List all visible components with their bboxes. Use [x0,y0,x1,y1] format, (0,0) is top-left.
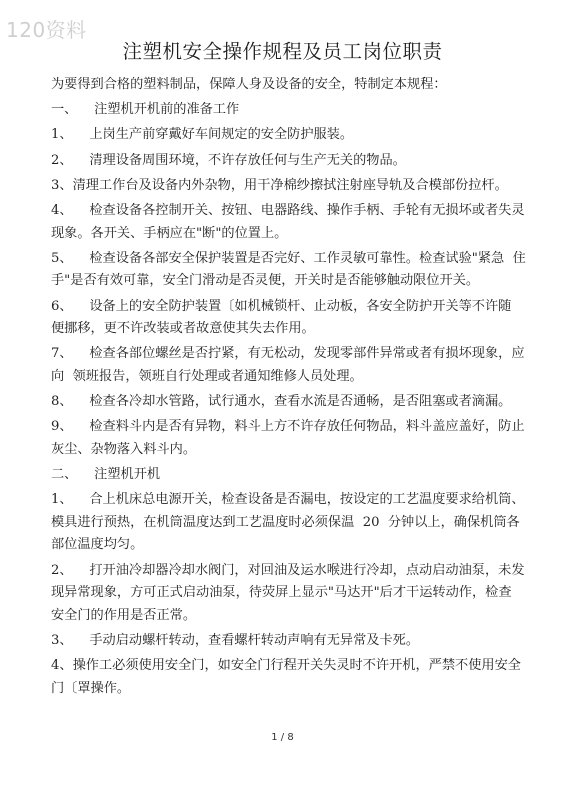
list-item: 2、 打开油冷却器冷却水阀门，对回油及运水喉进行冷却，点动启动油泵，未发 现异常现象，方可正式启动油泵，待荧屏上显示"马达开"后才干运转动作，检查 安全门的作用是否正常。 [51,562,533,623]
list-item: 1、 合上机床总电源开关，检查设备是否漏电，按设定的工艺温度要求给机筒、模具进行预热，在机筒温度达到工艺温度时必须保温 20 分钟以上，确保机筒各 部位温度均匀。 [51,492,529,553]
document-body [51,74,533,703]
document-title: 注塑机安全操作规程及员工岗位职责 [122,40,443,63]
watermark: 120资料 [6,18,87,42]
list-item: 2、 清理设备周围环境，不许存放任何与生产无关的物品。 [51,152,406,168]
list-item: 9、 检查料斗内是否有异物，料斗上方不许存放任何物品，料斗盖应盖好，防止 灰尘、杂物落入料斗内。 [51,419,533,457]
list-item: 8、 检查各冷却水管路，试行通水，查看水流是否通畅，是否阻塞或者滴漏。 [51,394,512,410]
list-item: 3、清理工作台及设备内外杂物，用干净棉纱擦拭注射座导轨及合模部份拉杆。 [51,177,508,193]
intro-paragraph: 为要得到合格的塑料制品，保障人身及设备的安全，特制定本规程： [51,77,447,92]
list-item: 1、 上岗生产前穿戴好车间规定的安全防护服装。 [51,127,354,143]
list-item: 4、 检查设备各控制开关、按钮、电器路线、操作手柄、手轮有无损坏或者失灵 现象。各开关、手柄应在"断"的位置上。 [51,202,533,241]
page-number: 1 / 8 [271,732,294,743]
list-item: 7、 检查各部位螺丝是否拧紧，有无松动，发现零部件异常或者有损坏现象，应向 领班报告，领班自行处理或者通知维修人员处理。 [51,346,525,384]
section-heading-1: 一、 注塑机开机前的准备工作 [51,102,240,118]
list-item: 4、操作工必须使用安全门，如安全门行程开关失灵时不许开机，严禁不使用安全门〔罩操作。 [51,658,521,696]
section-heading-2: 二、 注塑机开机 [51,467,161,483]
list-item: 6、 设备上的安全防护装置〔如机械锁杆、止动板，各安全防护开关等不许随 便挪移，更不许改装或者故意使其失去作用。 [51,298,520,337]
list-item: 3、 手动启动螺杆转动，查看螺杆转动声响有无异常及卡死。 [51,632,420,648]
list-item: 5、 检查设备各部安全保护装置是否完好、工作灵敏可靠性。检查试验"紧急 住手"是否有效可靠，安全门滑动是否灵便，开关时是否能够触动限位开关。 [51,250,526,289]
